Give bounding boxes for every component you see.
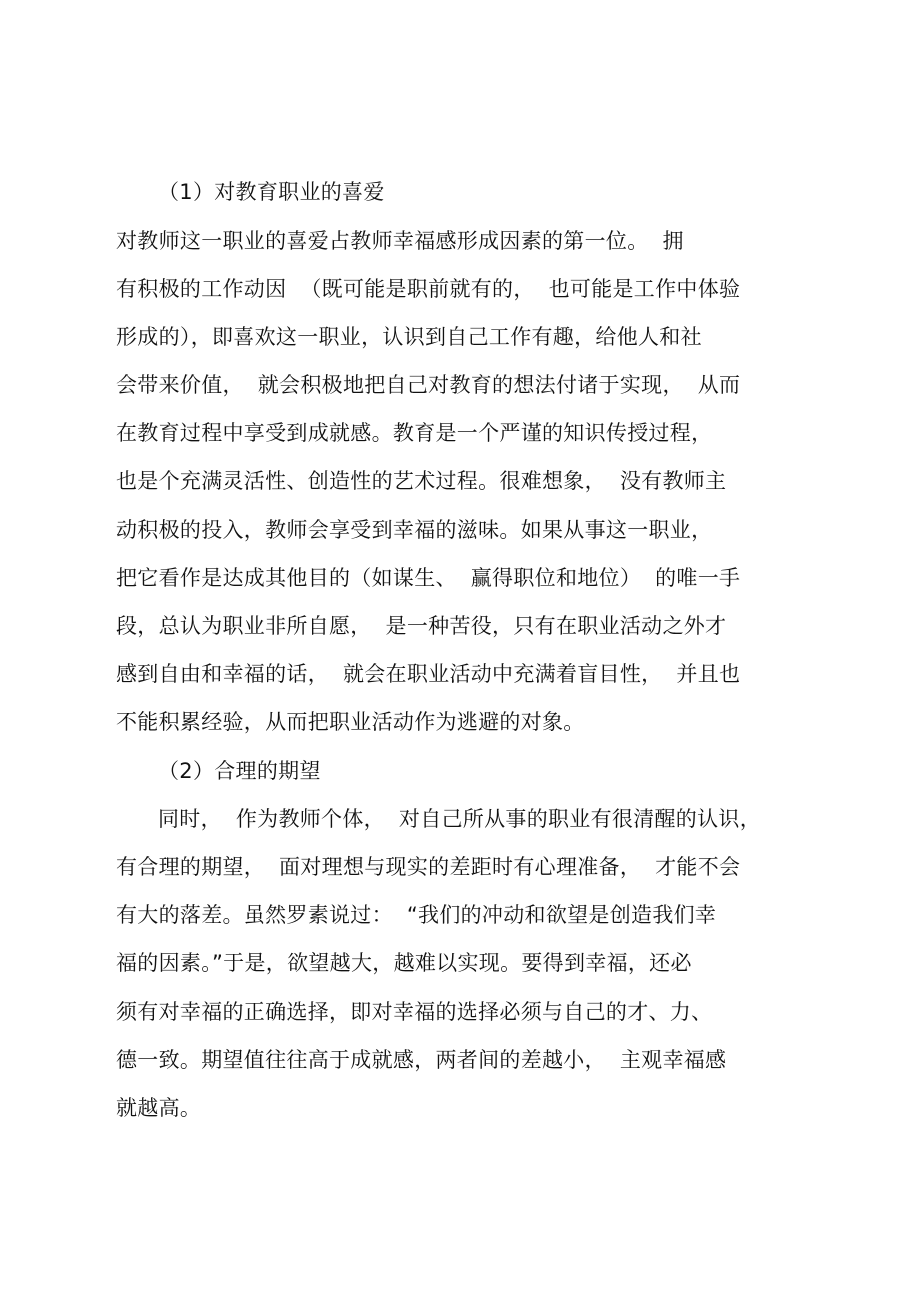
paragraph-line: 感到自由和幸福的话， 就会在职业活动中充满着盲目性， 并且也 <box>116 662 741 686</box>
paragraph-line: 就越高。 <box>116 1096 202 1120</box>
paragraph-line: 对教师这一职业的喜爱占教师幸福感形成因素的第一位。 拥 <box>116 229 684 253</box>
paragraph-line: 福的因素。”于是，欲望越大，越难以实现。要得到幸福，还必 <box>116 951 692 975</box>
paragraph-line: 把它看作是达成其他目的（如谋生、 赢得职位和地位） 的唯一手 <box>116 566 741 590</box>
paragraph-line: 不能积累经验，从而把职业活动作为逃避的对象。 <box>116 710 585 734</box>
paragraph-line: 会带来价值， 就会积极地把自己对教育的想法付诸于实现， 从而 <box>116 373 741 397</box>
paragraph-line: 同时， 作为教师个体， 对自己所从事的职业有很清醒的认识， <box>158 807 761 831</box>
section-heading-1: （1）对教育职业的喜爱 <box>158 180 385 204</box>
paragraph-line: 也是个充满灵活性、创造性的艺术过程。很难想象， 没有教师主 <box>116 469 727 493</box>
paragraph-line: 有大的落差。虽然罗素说过： “我们的冲动和欲望是创造我们幸 <box>116 903 717 927</box>
paragraph-line: 有积极的工作动因 （既可能是职前就有的， 也可能是工作中体验 <box>116 277 741 301</box>
paragraph-line: 在教育过程中享受到成就感。教育是一个严谨的知识传授过程， <box>116 421 713 445</box>
paragraph-line: 须有对幸福的正确选择，即对幸福的选择必须与自己的才、力、 <box>116 1000 713 1024</box>
section-heading-2: （2）合理的期望 <box>158 759 321 783</box>
paragraph-line: 动积极的投入，教师会享受到幸福的滋味。如果从事这一职业， <box>116 518 713 542</box>
paragraph-line: 有合理的期望， 面对理想与现实的差距时有心理准备， 才能不会 <box>116 855 741 879</box>
paragraph-line: 形成的），即喜欢这一职业，认识到自己工作有趣，给他人和社 <box>116 325 702 349</box>
paragraph-line: 德一致。期望值往往高于成就感，两者间的差越小， 主观幸福感 <box>116 1048 727 1072</box>
paragraph-line: 段，总认为职业非所自愿， 是一种苦役，只有在职业活动之外才 <box>116 614 727 638</box>
